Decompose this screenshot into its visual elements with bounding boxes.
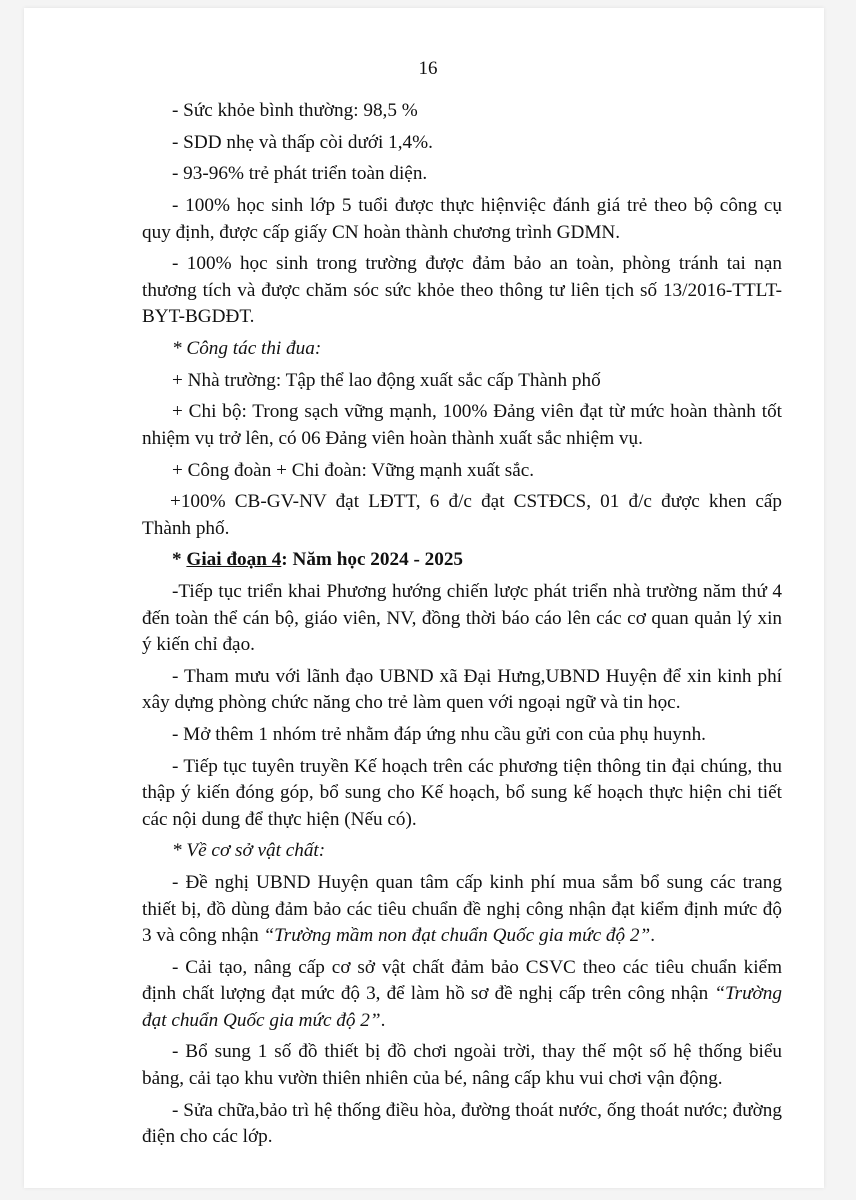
paragraph-communication: - Tiếp tục tuyên truyền Kế hoạch trên các phương tiện thông tin đại chúng, thu thập ý kiến đóng góp, bổ sung cho Kế hoạch, bổ sung kế hoạch thực hiện chi tiết các nội dung để thực hiện (Nếu có). <box>142 755 782 830</box>
paragraph-new-group: - Mở thêm 1 nhóm trẻ nhằm đáp ứng nhu cầu gửi con của phụ huynh. <box>172 723 706 745</box>
paragraph-funding: - Tham mưu với lãnh đạo UBND xã Đại Hưng,UBND Huyện để xin kinh phí xây dựng phòng chức năng cho trẻ làm quen với ngoại ngữ và tin học. <box>142 665 782 714</box>
paragraph-assessment: - 100% học sinh lớp 5 tuổi được thực hiệnviệc đánh giá trẻ theo bộ công cụ quy định, được cấp giấy CN hoàn thành chương trình GDMN. <box>142 195 782 243</box>
paragraph-renovation-quote: “Trường đạt chuẩn Quốc gia mức độ 2” <box>142 983 782 1031</box>
heading-phase-4-underlined: Giai đoạn 4 <box>186 549 282 571</box>
paragraph-school-award: + Nhà trường: Tập thể lao động xuất sắc cấp Thành phố <box>172 369 601 391</box>
paragraph-renovation <box>142 955 782 1035</box>
heading-emulation: * Công tác thi đua: <box>172 337 322 359</box>
paragraph-renovation-end: . <box>380 1009 386 1031</box>
paragraph-union: + Công đoàn + Chi đoàn: Vững mạnh xuất sắc. <box>172 459 535 481</box>
heading-phase-4-suffix: : Năm học 2024 - 2025 <box>281 549 464 571</box>
paragraph-equipment-quote: “Trường mầm non đạt chuẩn Quốc gia mức độ 2” <box>263 925 651 946</box>
heading-facilities: * Về cơ sở vật chất: <box>172 840 326 862</box>
paragraph-equipment-text: - Đề nghị UBND Huyện quan tâm cấp kinh phí mua sắm bổ sung các trang thiết bị, đồ dùng đảm bảo các tiêu chuẩn đề nghị công nhận đạt kiểm định mức độ 3 và công nhận <box>142 872 782 946</box>
document-body <box>142 98 782 1156</box>
paragraph-staff-award: +100% CB-GV-NV đạt LĐTT, 6 đ/c đạt CSTĐCS, 01 đ/c được khen cấp Thành phố. <box>142 491 782 539</box>
paragraph-equipment-end: . <box>650 925 655 946</box>
paragraph-strategy: -Tiếp tục triển khai Phương hướng chiến lược phát triển nhà trường năm thứ 4 đến toàn thể cán bộ, giáo viên, NV, đồng thời báo cáo lên các cơ quan quản lý xin ý kiến chỉ đạo. <box>142 581 782 656</box>
paragraph-outdoor: - Bổ sung 1 số đồ thiết bị đồ chơi ngoài trời, thay thế một số hệ thống biểu bảng, cải tạo khu vườn thiên nhiên của bé, nâng cấp khu vui chơi vận động. <box>142 1041 782 1089</box>
paragraph-renovation-text: - Cải tạo, nâng cấp cơ sở vật chất đảm bảo CSVC theo các tiêu chuẩn kiểm định chất lượng đạt mức độ 3, để làm hồ sơ đề nghị cấp trên công nhận <box>142 956 782 1005</box>
heading-phase-4-prefix: * <box>172 549 187 571</box>
paragraph-safety: - 100% học sinh trong trường được đảm bảo an toàn, phòng tránh tai nạn thương tích và được chăm sóc sức khỏe theo thông tư liên tịch số 13/2016-TTLT-BYT-BGDĐT. <box>142 253 782 328</box>
paragraph-development: - 93-96% trẻ phát triển toàn diện. <box>172 163 428 185</box>
page-number: 16 <box>418 58 438 79</box>
heading-phase-4 <box>142 547 782 574</box>
paragraph-malnutrition: - SDD nhẹ và thấp còi dưới 1,4%. <box>172 131 433 153</box>
paragraph-maintenance: - Sửa chữa,bảo trì hệ thống điều hòa, đường thoát nước, ống thoát nước; đường điện cho các lớp. <box>142 1099 782 1148</box>
paragraph-health-normal: - Sức khỏe bình thường: 98,5 % <box>172 100 418 121</box>
paragraph-equipment <box>142 870 782 950</box>
paragraph-party-cell: + Chi bộ: Trong sạch vững mạnh, 100% Đảng viên đạt từ mức hoàn thành tốt nhiệm vụ trở lên, có 06 Đảng viên hoàn thành xuất sắc nhiệm vụ. <box>142 401 782 449</box>
